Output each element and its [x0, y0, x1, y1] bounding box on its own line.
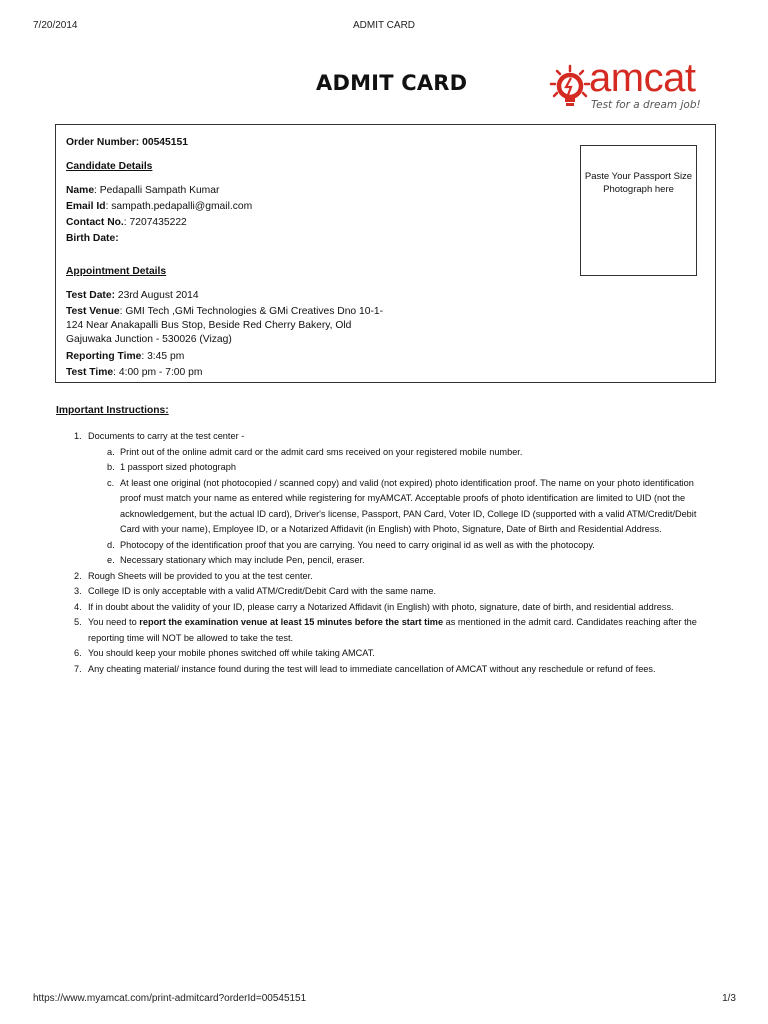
- print-date: 7/20/2014: [33, 20, 78, 31]
- list-item: 3. College ID is only acceptable with a valid ATM/Credit/Debit Card with the same name.: [74, 586, 437, 596]
- candidate-name: Name: Pedapalli Sampath Kumar: [66, 185, 220, 196]
- print-footer-url: https://www.myamcat.com/print-admitcard?orderId=00545151: [33, 993, 307, 1004]
- candidate-birth-date: Birth Date:: [66, 233, 119, 244]
- print-header-title: ADMIT CARD: [352, 20, 416, 31]
- list-item: 5. You need to report the examination venue at least 15 minutes before the start time as mentioned in the admit card. Candidates reaching after the reporting time will NOT be allowed to take the test.: [74, 617, 697, 643]
- order-number: Order Number: 00545151: [66, 137, 188, 148]
- candidate-details-heading: Candidate Details: [66, 161, 153, 172]
- candidate-contact: Contact No.: 7207435222: [66, 217, 187, 228]
- lightbulb-icon: [548, 62, 592, 114]
- appointment-details-heading: Appointment Details: [66, 266, 167, 277]
- list-item: 6. You should keep your mobile phones switched off while taking AMCAT.: [74, 648, 375, 658]
- page-title: ADMIT CARD: [316, 71, 468, 95]
- logo-tagline: Test for a dream job!: [591, 99, 701, 111]
- list-item: a. Print out of the online admit card or the admit card sms received on your registered mobile number.: [107, 446, 523, 457]
- test-date: Test Date: 23rd August 2014: [66, 290, 199, 301]
- list-item: b. 1 passport sized photograph: [107, 462, 236, 472]
- test-venue: Test Venue: GMI Tech ,GMi Technologies & GMi Creatives Dno 10-1-124 Near Anakapalli Bus Stop, Beside Red Cherry Bakery, Old Gajuwaka Junction - 530026 (Vizag): [66, 306, 384, 345]
- admit-card-box: [55, 124, 716, 383]
- candidate-email: Email Id: sampath.pedapalli@gmail.com: [66, 201, 253, 212]
- test-time: Test Time: 4:00 pm - 7:00 pm: [66, 367, 203, 378]
- amcat-logo: [548, 56, 718, 116]
- instructions-heading: Important Instructions:: [56, 405, 169, 416]
- list-item: 4. If in doubt about the validity of your ID, please carry a Notarized Affidavit (in English) with photo, signature, date of birth, and residential address.: [74, 601, 674, 612]
- photo-placeholder: Paste Your Passport Size Photograph here: [580, 145, 697, 276]
- list-item: 1. Documents to carry at the test center -: [74, 431, 245, 441]
- list-item: d. Photocopy of the identification proof that you are carrying. You need to carry original id as well as with the photocopy.: [107, 539, 595, 550]
- list-item: 7. Any cheating material/ instance found during the test will lead to immediate cancellation of AMCAT without any reschedule or refund of fees.: [74, 663, 656, 674]
- instructions-list: [74, 429, 714, 677]
- list-item: 2. Rough Sheets will be provided to you at the test center.: [74, 570, 313, 581]
- reporting-time: Reporting Time: 3:45 pm: [66, 351, 185, 362]
- logo-wordmark: amcat: [589, 56, 696, 100]
- list-item: c. At least one original (not photocopied / scanned copy) and valid (not expired) photo identification proof. The name on your photo identification proof must match your name as entered while registering for myAMCAT. Acceptable proofs of photo identification are limited to UID (not the acknowledgement, but the actual ID card), Driver's license, Passport, PAN Card, Voter ID, College ID (supported with a valid ATM/Credit/Debit Card with your name), Employee ID, or a Notarized Affidavit (in English) with Photo, Signature, Date of Birth and Residential Address.: [107, 477, 697, 534]
- list-item: e. Necessary stationary which may include Pen, pencil, eraser.: [107, 555, 365, 565]
- candidate-info: [66, 135, 546, 381]
- page-number: 1/3: [722, 993, 736, 1004]
